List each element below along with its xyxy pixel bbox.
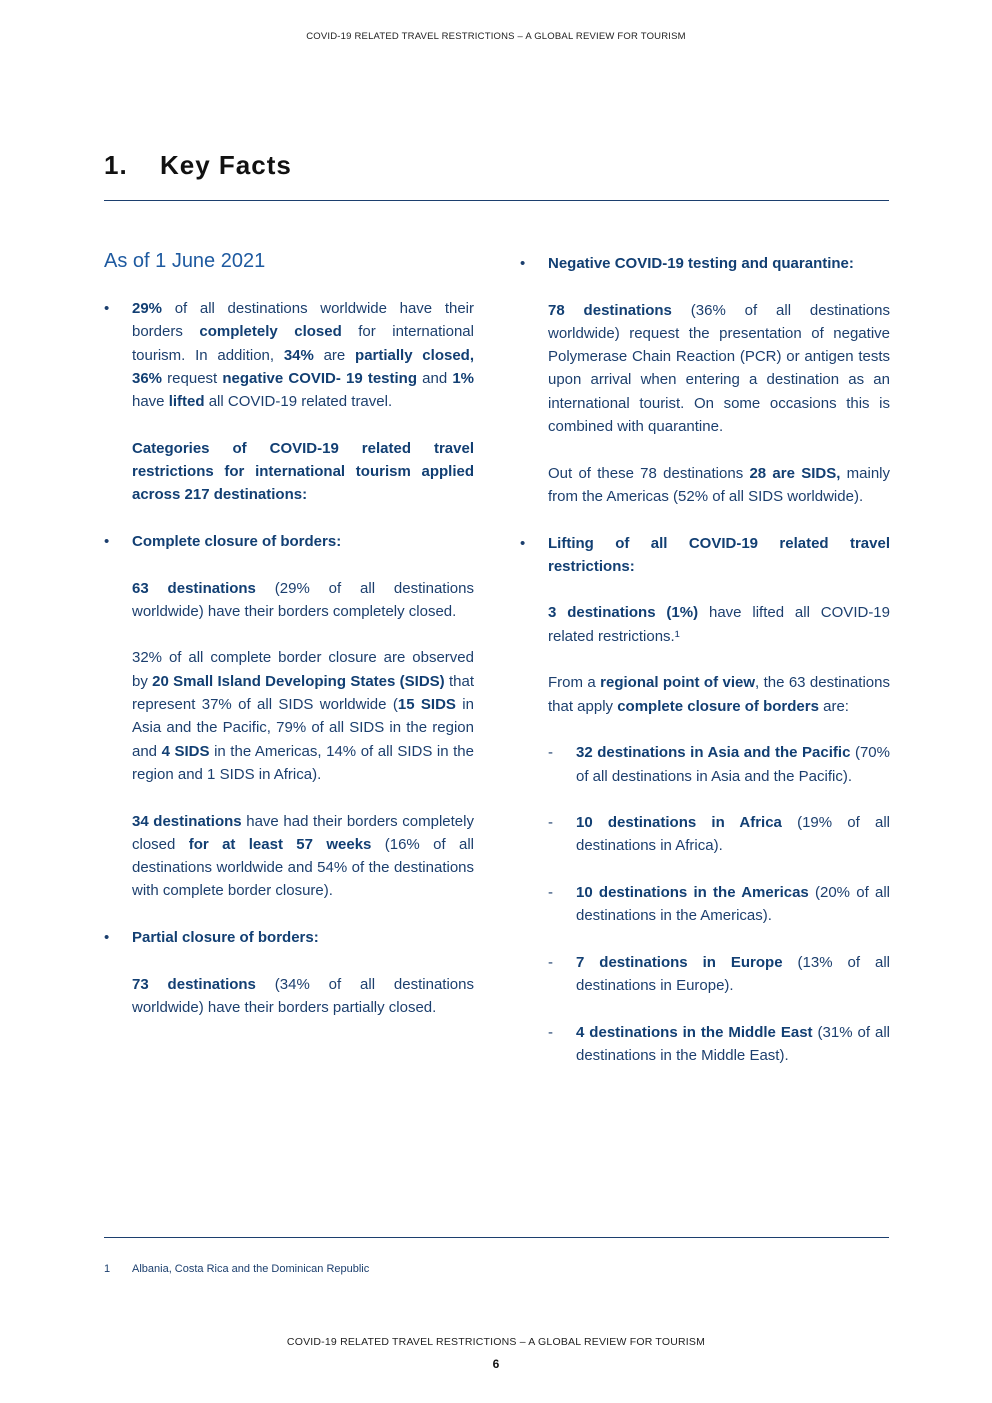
region-item: - 10 destinations in Africa (19% of all destinations in Africa). [520, 811, 890, 858]
lifting-heading: • Lifting of all COVID-19 related travel restrictions: [520, 532, 890, 579]
chapter-divider [104, 200, 889, 201]
dash-icon: - [548, 884, 553, 902]
chapter-title [104, 150, 292, 181]
summary-bullet: • 29% of all destinations worldwide have their borders completely closed for international tourism. In addition, 34% are partially closed, 36% request negative COVID- 19 testing and 1% have lifted all COVID-19 related travel. [104, 297, 474, 413]
running-footer: COVID-19 RELATED TRAVEL RESTRICTIONS – A GLOBAL REVIEW FOR TOURISM [286, 1336, 706, 1348]
bullet-icon: • [104, 300, 110, 317]
dash-icon: - [548, 1023, 553, 1041]
footnote-divider [104, 1237, 889, 1238]
region-item: - 32 destinations in Asia and the Pacific (70% of all destinations in Asia and the Pacific). [520, 741, 890, 788]
chapter-number: 1. [104, 150, 128, 180]
left-column [104, 250, 474, 1043]
page-number: 6 [492, 1357, 500, 1371]
bullet-icon: • [104, 532, 110, 550]
region-item: - 4 destinations in the Middle East (31% of all destinations in the Middle East). [520, 1021, 890, 1068]
categories-heading: Categories of COVID-19 related travel restrictions for international tourism applied across 217 destinations: [132, 439, 474, 504]
footnote [104, 1263, 369, 1275]
sids-paragraph: 32% of all complete border closure are observed by 20 Small Island Developing States (SIDS) that represent 37% of all SIDS worldwide (15 SIDS in Asia and the Pacific, 79% of all SIDS in the region and 4 SIDS in the Americas, 14% of all SIDS in the region and 1 SIDS in Africa). [132, 649, 475, 783]
date-subheading: As of 1 June 2021 [104, 250, 266, 272]
bullet-icon: • [520, 534, 526, 552]
lifting-paragraph: 3 destinations (1%) have lifted all COVID-19 related restrictions.¹ [548, 604, 890, 645]
testing-heading: • Negative COVID-19 testing and quarantine: [520, 252, 890, 275]
running-header: COVID-19 RELATED TRAVEL RESTRICTIONS – A GLOBAL REVIEW FOR TOURISM [306, 31, 686, 42]
right-column [520, 252, 890, 1091]
dash-icon: - [548, 744, 553, 762]
partial-closure-heading: • Partial closure of borders: [104, 926, 474, 949]
dash-icon: - [548, 814, 553, 832]
testing-sids-paragraph: Out of these 78 destinations 28 are SIDS, mainly from the Americas (52% of all SIDS worldwide). [548, 464, 891, 505]
dash-icon: - [548, 953, 553, 971]
complete-closure-paragraph: 63 destinations (29% of all destinations worldwide) have their borders completely closed. [132, 579, 474, 620]
footnote-number: 1 [104, 1263, 111, 1275]
region-item: - 7 destinations in Europe (13% of all destinations in Europe). [520, 951, 890, 998]
partial-closure-paragraph: 73 destinations (34% of all destinations worldwide) have their borders partially closed. [132, 975, 474, 1016]
bullet-icon: • [520, 255, 526, 272]
region-item: - 10 destinations in the Americas (20% of all destinations in the Americas). [520, 881, 890, 928]
chapter-heading-text: Key Facts [160, 150, 292, 180]
duration-paragraph: 34 destinations have had their borders completely closed for at least 57 weeks (16% of all destinations worldwide and 54% of the destinations with complete border closure). [132, 812, 474, 900]
complete-closure-heading: • Complete closure of borders: [104, 530, 474, 553]
testing-paragraph: 78 destinations (36% of all destinations worldwide) request the presentation of negative Polymerase Chain Reaction (PCR) or antigen tests upon arrival when entering a destination as an international tourist. On some occasions this is combined with quarantine. [548, 301, 890, 436]
regional-paragraph: From a regional point of view, the 63 destinations that apply complete closure of borders are: [548, 674, 890, 715]
footnote-text: Albania, Costa Rica and the Dominican Republic [132, 1263, 370, 1275]
bullet-icon: • [104, 929, 110, 947]
